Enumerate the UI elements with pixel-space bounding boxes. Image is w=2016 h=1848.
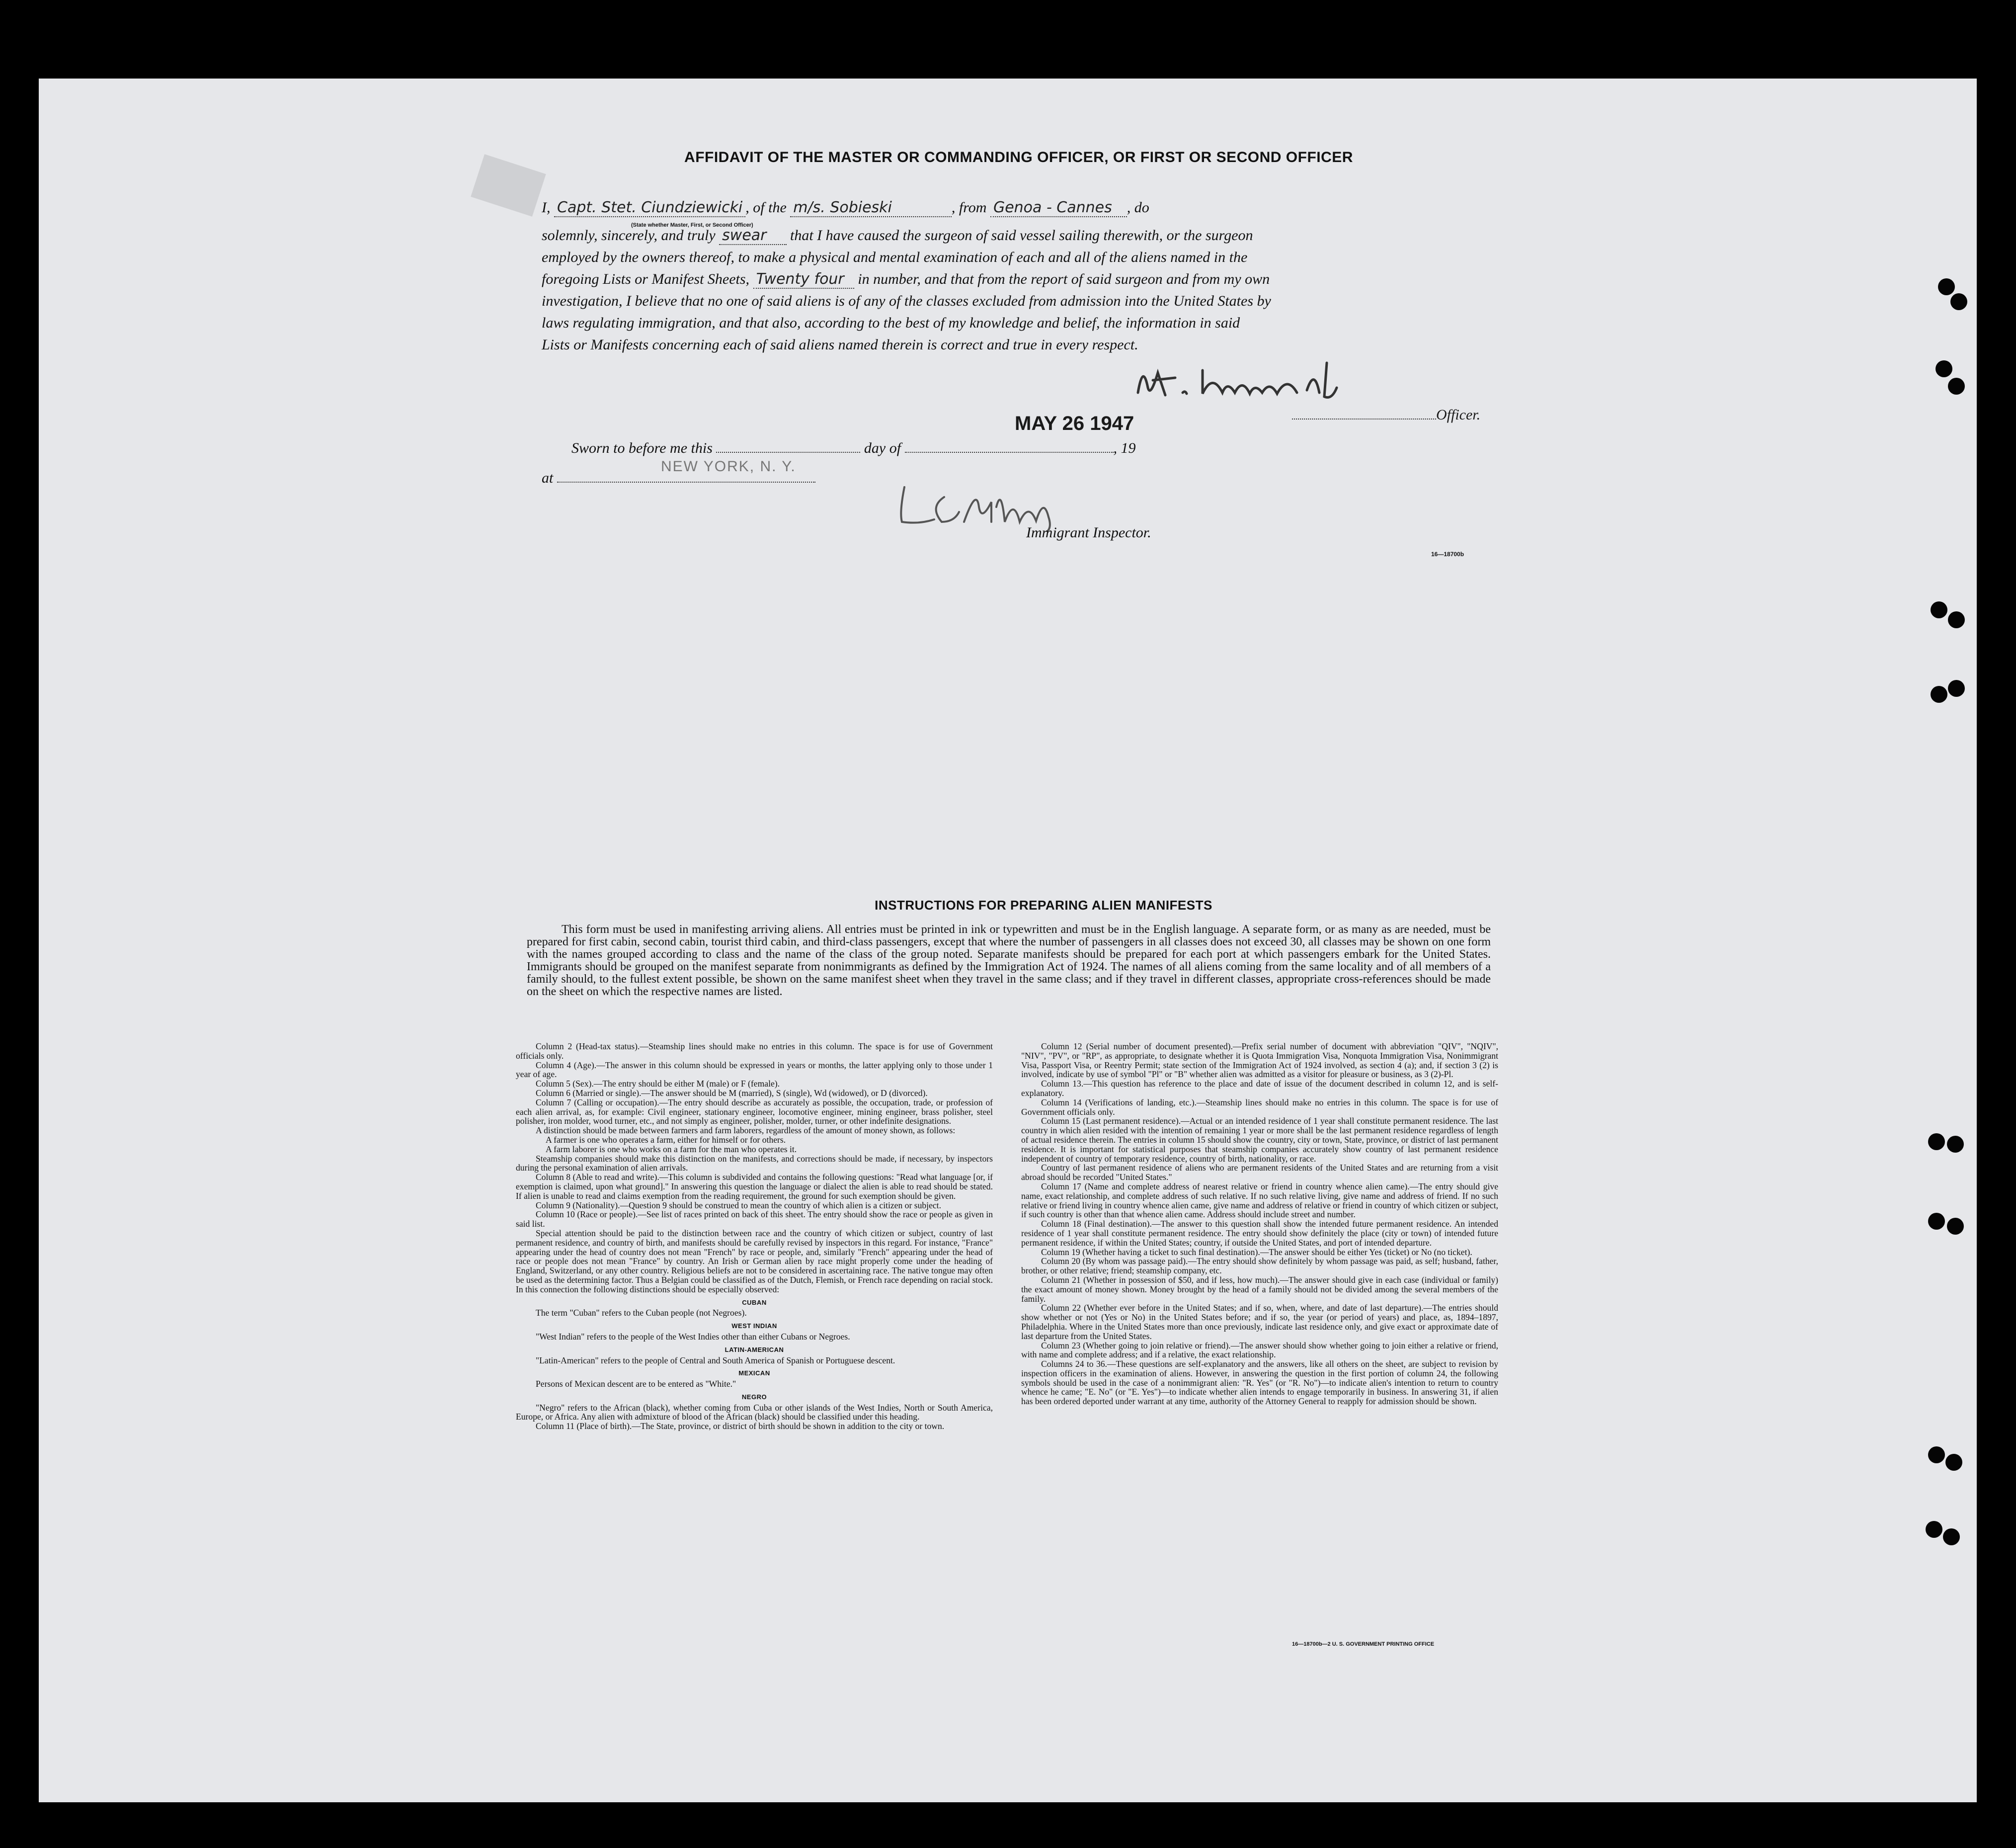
binder-hole bbox=[1931, 686, 1947, 703]
instructions-left-column bbox=[516, 1042, 993, 1431]
affidavit-text: , do bbox=[1127, 199, 1149, 216]
instruction-paragraph: "Latin-American" refers to the people of Central and South America of Spanish or Portuguese descent. bbox=[536, 1355, 895, 1365]
binder-hole bbox=[1931, 601, 1947, 618]
date-stamp: MAY 26 1947 bbox=[1015, 413, 1134, 434]
affidavit-line-2 bbox=[542, 225, 1496, 247]
affidavit-title: AFFIDAVIT OF THE MASTER OR COMMANDING OFFICER, OR FIRST OR SECOND OFFICER bbox=[684, 149, 1353, 166]
instruction-paragraph: Column 4 (Age).—The answer in this column should be expressed in years or months, the latter applying only to those under 1 year of age. bbox=[516, 1060, 993, 1080]
officer-line bbox=[1292, 407, 1480, 423]
instruction-paragraph: Column 2 (Head-tax status).—Steamship lines should make no entries in this column. The space is for use of Government officials only. bbox=[516, 1041, 993, 1061]
vessel-field: m/s. Sobieski bbox=[790, 199, 952, 217]
instructions-title: INSTRUCTIONS FOR PREPARING ALIEN MANIFESTS bbox=[875, 898, 1212, 913]
binder-hole bbox=[1948, 611, 1965, 628]
binder-hole bbox=[1928, 1133, 1945, 1150]
instructions-intro: This form must be used in manifesting arriving aliens. All entries must be printed in ink or typewritten and must be in the English language. A separate form, or as many as are needed, must be prepared for first cabin, second cabin, tourist third cabin, and third-class passengers, except that where the number of passengers in all classes does not exceed 30, all classes may be shown on one form with the names grouped according to class and the name of the class of the group noted. Separate manifests should be prepared for each port at which passengers embark for the United States. Immigrants should be grouped on the manifest separate from nonimmigrants as defined by the Immigration Act of 1924. The names of all aliens coming from the same locality and of all members of a family should, to the fullest extent possible, be shown on the same manifest sheet when they travel in the same class; and if they travel in different classes, appropriate cross-references should be made on the sheet on which the respective names are listed. bbox=[527, 923, 1491, 998]
sheet-count-field: Twenty four bbox=[753, 270, 854, 289]
instruction-paragraph: Column 17 (Name and complete address of nearest relative or friend in country whence alien came).—The entry should give name, exact relationship, and complete address of such relative. If no such relative living, give name and address of friend. If no such relative or friend living in country whence alien came, give name and address of relative or friend in country of which citizen or subject, if such country is other than that whence alien came. Address should include street and number. bbox=[1021, 1181, 1498, 1220]
oath-field: swear bbox=[719, 227, 786, 245]
place-stamp: NEW YORK, N. Y. bbox=[661, 458, 796, 475]
binder-hole bbox=[1947, 1218, 1964, 1235]
binder-hole bbox=[1948, 680, 1965, 697]
port-field: Genoa - Cannes bbox=[990, 199, 1127, 217]
instruction-paragraph: Columns 24 to 36.—These questions are self-explanatory and the answers, like all others on the sheet, are subject to revision by inspection officers in the examination of aliens. However, in answering the question in the first portion of column 24, the following symbols should be used in the case of a nonimmigrant alien: "R. Yes" (or "R. No")—to indicate alien's intention to return to country whence he came; "E. No" (or "E. Yes")—to indicate whether alien intends to engage temporarily in business. In answering 31, if alien has been ordered deported under warrant at any time, authority of the Attorney General to reapply for admission should be shown. bbox=[1021, 1359, 1498, 1407]
affidavit-line-5: investigation, I believe that no one of said aliens is of any of the classes excluded from admission into the United States by bbox=[542, 293, 1271, 309]
affidavit-line-1 bbox=[542, 197, 1496, 219]
signature-line bbox=[1292, 419, 1436, 420]
instruction-paragraph: Column 20 (By whom was passage paid).—The entry should show definitely by whom passage was paid, as self; husband, father, brother, or other relative; friend; steamship company, etc. bbox=[1021, 1256, 1498, 1276]
instruction-paragraph: A farmer is one who operates a farm, either for himself or for others. bbox=[546, 1134, 786, 1145]
section-heading: LATIN-AMERICAN bbox=[725, 1345, 784, 1353]
instruction-paragraph: Column 9 (Nationality).—Question 9 should be construed to mean the country of which alien is a citizen or subject. bbox=[536, 1200, 941, 1210]
affidavit-line-6: laws regulating immigration, and that also, according to the best of my knowledge and belief, the information in said bbox=[542, 315, 1240, 331]
affidavit-line-7: Lists or Manifests concerning each of said aliens named therein is correct and true in every respect. bbox=[542, 336, 1138, 353]
officer-signature bbox=[1128, 353, 1386, 408]
instruction-paragraph: Persons of Mexican descent are to be entered as "White." bbox=[536, 1379, 736, 1389]
year-label: , 19 bbox=[1113, 440, 1136, 456]
inspector-label: Immigrant Inspector. bbox=[1026, 524, 1151, 541]
instruction-paragraph: Column 10 (Race or people).—See list of races printed on back of this sheet. The entry should show the race or people as given in said list. bbox=[516, 1209, 993, 1229]
printing-office-footer: 16—18700b—2 U. S. GOVERNMENT PRINTING OFFICE bbox=[1292, 1641, 1435, 1647]
instruction-paragraph: Column 19 (Whether having a ticket to such final destination).—The answer should be either Yes (ticket) or No (no ticket). bbox=[1041, 1247, 1472, 1257]
sworn-label: Sworn to before me this bbox=[571, 440, 713, 456]
day-of-label: day of bbox=[864, 440, 901, 456]
instruction-paragraph: Column 11 (Place of birth).—The State, province, or district of birth should be shown in addition to the city or town. bbox=[536, 1421, 945, 1431]
section-heading: NEGRO bbox=[741, 1393, 767, 1401]
instruction-paragraph: A distinction should be made between farmers and farm laborers, regardless of the amount of money shown, as follows: bbox=[536, 1125, 956, 1136]
affidavit-text: in number, and that from the report of said surgeon and from my own bbox=[858, 271, 1270, 287]
instruction-paragraph: Column 5 (Sex).—The entry should be either M (male) or F (female). bbox=[536, 1079, 780, 1089]
instruction-paragraph: Column 18 (Final destination).—The answer to this question shall show the intended future permanent residence. An intended residence of 1 year shall constitute permanent residence. The entry should show definitely the place (city or town) of intended future permanent residence, if within the United States; country, if outside the United States, and port of intended departure. bbox=[1021, 1219, 1498, 1248]
instruction-paragraph: Column 8 (Able to read and write).—This column is subdivided and contains the following questions: "Read what language [or, if exemption is claimed, upon what ground]." In answering this question the language or dialect the alien is able to read should be stated. If alien is unable to read and claims exemption from the reading requirement, the ground for such exemption should be given. bbox=[516, 1172, 993, 1201]
instruction-paragraph: Column 14 (Verifications of landing, etc.).—Steamship lines should make no entries in this column. The space is for use of Government officials only. bbox=[1021, 1097, 1498, 1117]
binder-hole bbox=[1947, 1136, 1964, 1153]
binder-hole bbox=[1935, 360, 1952, 377]
binder-hole bbox=[1926, 1521, 1942, 1538]
instruction-paragraph: A farm laborer is one who works on a farm for the man who operates it. bbox=[546, 1144, 797, 1154]
form-number: 16—18700b bbox=[1431, 551, 1464, 558]
binder-hole bbox=[1943, 1528, 1960, 1545]
day-line bbox=[716, 452, 860, 453]
affidavit-line-4 bbox=[542, 268, 1496, 290]
instruction-paragraph: "West Indian" refers to the people of the West Indies other than either Cubans or Negroes. bbox=[536, 1331, 850, 1342]
affidavit-text: foregoing Lists or Manifest Sheets, bbox=[542, 271, 750, 287]
affidavit-text: , from bbox=[951, 199, 987, 216]
section-heading: CUBAN bbox=[742, 1298, 767, 1306]
affidavit-text: , of the bbox=[745, 199, 787, 216]
month-line bbox=[905, 452, 1114, 453]
officer-name-field: Capt. Stet. Ciundziewicki bbox=[554, 199, 745, 217]
instruction-paragraph: The term "Cuban" refers to the Cuban people (not Negroes). bbox=[536, 1308, 747, 1318]
section-heading: MEXICAN bbox=[738, 1369, 770, 1377]
instruction-paragraph: "Negro" refers to the African (black), whether coming from Cuba or other islands of the West Indies, North or South America, Europe, or Africa. Any alien with admixture of blood of the African (black) should be classified under this heading. bbox=[516, 1402, 993, 1422]
binder-hole bbox=[1928, 1213, 1945, 1230]
affidavit-text: that I have caused the surgeon of said vessel sailing therewith, or the surgeon bbox=[790, 227, 1253, 244]
instruction-paragraph: Column 6 (Married or single).—The answer should be M (married), S (single), Wd (widowed), or D (divorced). bbox=[536, 1088, 928, 1098]
instruction-paragraph: Column 13.—This question has reference to the place and date of issue of the document described in column 12, and is self-explanatory. bbox=[1021, 1079, 1498, 1098]
instruction-paragraph: Special attention should be paid to the distinction between race and the country of which citizen or subject, country of last permanent residence, and country of birth, and manifests should be carefully revised by inspectors in this regard. For instance, "France" appearing under the head of country does not mean "French" by race or people, and, similarly "French" appearing under the head of race or people does not mean "France" by country. An Irish or German alien by race might properly come under the heading of England, Switzerland, or any other country. Religious beliefs are not to be considered in ascertaining race. The native tongue may often be used as the determining factor. Thus a Belgian could be classified as of the Dutch, Flemish, or French race depending on racial stock. In this connection the following distinctions should be especially observed: bbox=[516, 1228, 993, 1294]
binder-hole bbox=[1938, 278, 1955, 295]
instruction-paragraph: Column 22 (Whether ever before in the United States; and if so, when, where, and date of last departure).—The entries should show whether or not (Yes or No) in the United States before; and if so, the year (or period of years) and place, as, 1894–1897, Philadelphia. Where in the United States more than once previously, indicate last residence only, and give exact or approximate date of last departure from the United States. bbox=[1021, 1303, 1498, 1341]
binder-hole bbox=[1945, 1454, 1962, 1471]
torn-corner bbox=[471, 154, 546, 217]
sworn-line bbox=[571, 437, 1267, 459]
affidavit-text: solemnly, sincerely, and truly bbox=[542, 227, 716, 244]
instruction-paragraph: Country of last permanent residence of aliens who are permanent residents of the United States and are returning from a visit abroad should be recorded "United States." bbox=[1021, 1163, 1498, 1182]
instruction-paragraph: Column 21 (Whether in possession of $50, and if less, how much).—The answer should give in each case (individual or family) the exact amount of money shown. Money brought by the head of a family should not be divided among the several members of the family. bbox=[1021, 1274, 1498, 1304]
affidavit-line-3: employed by the owners thereof, to make a physical and mental examination of each and all of the aliens named in the bbox=[542, 249, 1248, 265]
binder-hole bbox=[1928, 1446, 1945, 1463]
instruction-paragraph: Column 7 (Calling or occupation).—The entry should describe as accurately as possible, the occupation, trade, or profession of each alien arrival, as, for example: Civil engineer, stationary engineer, locomotive engineer, mining engineer, brass polisher, steel polisher, iron molder, wood turner, etc., and not simply as engineer, polisher, molder, turner, or other indefinite designations. bbox=[516, 1097, 993, 1126]
affidavit-text: I, bbox=[542, 199, 551, 216]
officer-label: Officer. bbox=[1436, 407, 1481, 423]
binder-hole bbox=[1950, 293, 1967, 310]
instruction-paragraph: Column 15 (Last permanent residence).—Actual or an intended residence of 1 year shall constitute permanent residence. The last country in which alien resided with the intention of remaining 1 year or more shall be the last permanent residence regardless of length of actual residence therein. The entries in column 15 should show the country, city or town, State, province, or district of last permanent residence. It is important for statistical purposes that steamship companies accurately show country of last permanent residence independent of country of temporary residence, country of birth, nationality, or race. bbox=[1021, 1116, 1498, 1164]
instruction-paragraph: Steamship companies should make this distinction on the manifests, and corrections should be made, if necessary, by inspectors during the personal examination of alien arrivals. bbox=[516, 1153, 993, 1173]
section-heading: WEST INDIAN bbox=[731, 1322, 777, 1330]
instruction-paragraph: Column 23 (Whether going to join relative or friend).—The answer should show whether going to join either a relative or friend, with name and complete address; and if a relative, the exact relationship. bbox=[1021, 1340, 1498, 1360]
binder-hole bbox=[1948, 378, 1965, 395]
place-line bbox=[557, 482, 815, 483]
instruction-paragraph: Column 12 (Serial number of document presented).—Prefix serial number of document with abbreviation "QIV", "NQIV", "NIV", "PV", or "RP", as appropriate, to designate whether it is Quota Immigration Visa, Nonquota Immigration Visa, Nonimmigrant Visa, Passport Visa, or Reentry Permit; state section of the Immigration Act of 1924 involved, as section 4 (a); and, if section 3 (2) is involved, indicate by use of symbol "Pl" or "B" whether alien was admitted as a visitor for pleasure or business, as 3 (2)-Pl. bbox=[1021, 1041, 1498, 1080]
at-label: at bbox=[542, 470, 554, 486]
instructions-right-column bbox=[1021, 1042, 1498, 1406]
officer-rank-note: (State whether Master, First, or Second Officer) bbox=[631, 222, 753, 228]
